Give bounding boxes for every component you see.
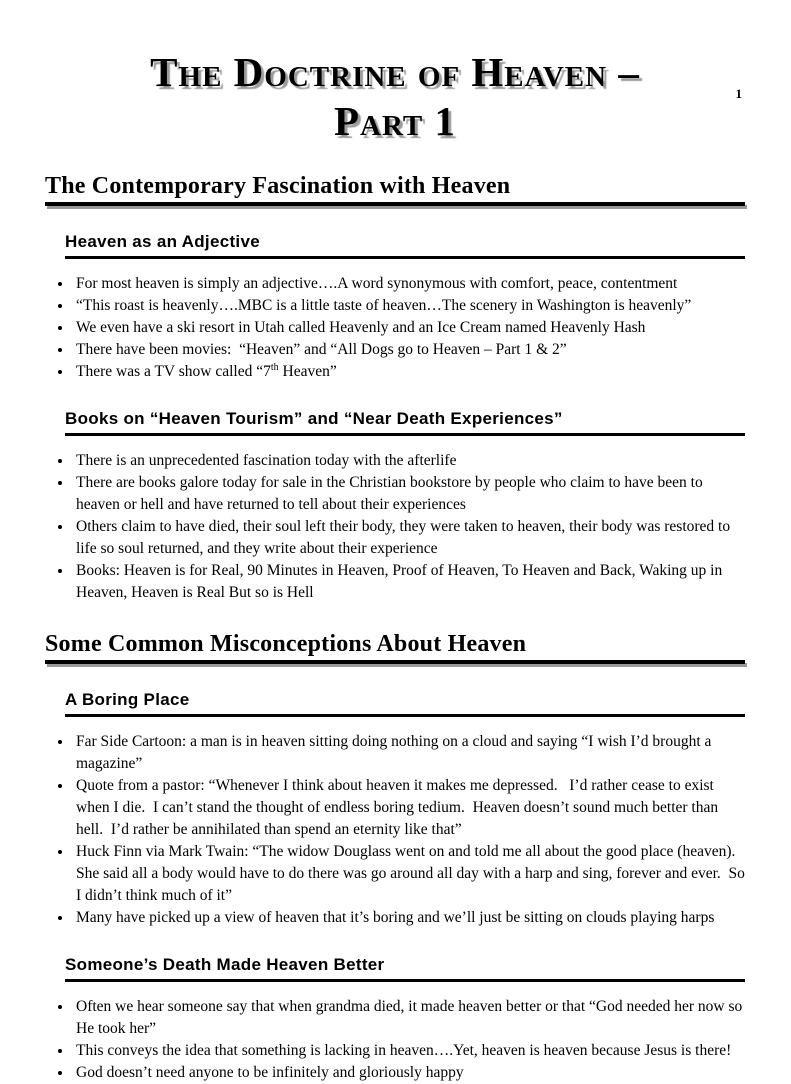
page-number: 1 xyxy=(735,86,742,101)
document-title-line1: The Doctrine of Heaven – xyxy=(150,49,640,95)
document-page xyxy=(0,48,791,1084)
bullet-item: • Huck Finn via Mark Twain: “The widow Douglass went on and told me all about the good place (heaven). She said all a body would have to do there was go around all day with a harp and sing, forever and ever. So I didn’t think much of it” xyxy=(73,841,745,907)
bullet-item: • There is an unprecedented fascination today with the afterlife xyxy=(73,450,745,472)
document-title xyxy=(55,48,735,146)
bullet-list xyxy=(45,731,749,929)
bullet-item: • Many have picked up a view of heaven that it’s boring and we’ll just be sitting on clouds playing harps xyxy=(73,907,745,929)
section-heading: Some Common Misconceptions About Heaven xyxy=(45,631,527,657)
subsection-books-heaven-tourism xyxy=(45,409,745,604)
subsection-heaven-as-adjective xyxy=(45,232,745,383)
bullet-item: • There have been movies: “Heaven” and “All Dogs go to Heaven – Part 1 & 2” xyxy=(73,339,745,361)
bullet-list xyxy=(45,273,745,383)
document-title-line2: Part 1 xyxy=(333,98,456,144)
bullet-item: • For most heaven is simply an adjective….A word synonymous with comfort, peace, contentment xyxy=(73,273,745,295)
subsection-heading: Someone’s Death Made Heaven Better xyxy=(65,955,745,982)
section-heading-rule xyxy=(45,202,745,206)
bullet-list xyxy=(45,996,745,1084)
bullet-item: • Books: Heaven is for Real, 90 Minutes in Heaven, Proof of Heaven, To Heaven and Back, Waking up in Heaven, Heaven is Real But so is Hell xyxy=(73,560,745,604)
section-heading: The Contemporary Fascination with Heaven xyxy=(45,173,511,199)
bullet-item: • There are books galore today for sale in the Christian bookstore by people who claim to have been to heaven or hell and have returned to tell about their experiences xyxy=(73,472,745,516)
bullet-item: • Far Side Cartoon: a man is in heaven sitting doing nothing on a cloud and saying “I wish I’d brought a magazine” xyxy=(73,731,745,775)
bullet-item: • There was a TV show called “7th Heaven” xyxy=(73,361,745,383)
bullet-item: • Often we hear someone say that when grandma died, it made heaven better or that “God needed her now so He took her” xyxy=(73,996,745,1040)
bullet-item: • Others claim to have died, their soul left their body, they were taken to heaven, their body was restored to life so soul returned, and they write about their experience xyxy=(73,516,745,560)
section-common-misconceptions xyxy=(45,631,749,1084)
subsection-heading: Books on “Heaven Tourism” and “Near Death Experiences” xyxy=(65,409,745,436)
section-contemporary-fascination xyxy=(45,173,745,604)
subsection-heading: A Boring Place xyxy=(65,690,745,717)
bullet-item: • God doesn’t need anyone to be infinitely and gloriously happy xyxy=(73,1062,745,1084)
bullet-item: • This conveys the idea that something is lacking in heaven….Yet, heaven is heaven because Jesus is there! xyxy=(73,1040,745,1062)
subsection-a-boring-place xyxy=(45,690,749,929)
section-heading-rule xyxy=(45,660,745,664)
subsection-someones-death xyxy=(45,955,745,1084)
bullet-item: • “This roast is heavenly….MBC is a little taste of heaven…The scenery in Washington is heavenly” xyxy=(73,295,745,317)
bullet-item: • We even have a ski resort in Utah called Heavenly and an Ice Cream named Heavenly Hash xyxy=(73,317,745,339)
subsection-heading: Heaven as an Adjective xyxy=(65,232,745,259)
bullet-item: • Quote from a pastor: “Whenever I think about heaven it makes me depressed. I’d rather cease to exist when I die. I can’t stand the thought of endless boring tedium. Heaven doesn’t sound much better than hell. I’d rather be annihilated than spend an eternity like that” xyxy=(73,775,745,841)
bullet-list xyxy=(45,450,745,604)
